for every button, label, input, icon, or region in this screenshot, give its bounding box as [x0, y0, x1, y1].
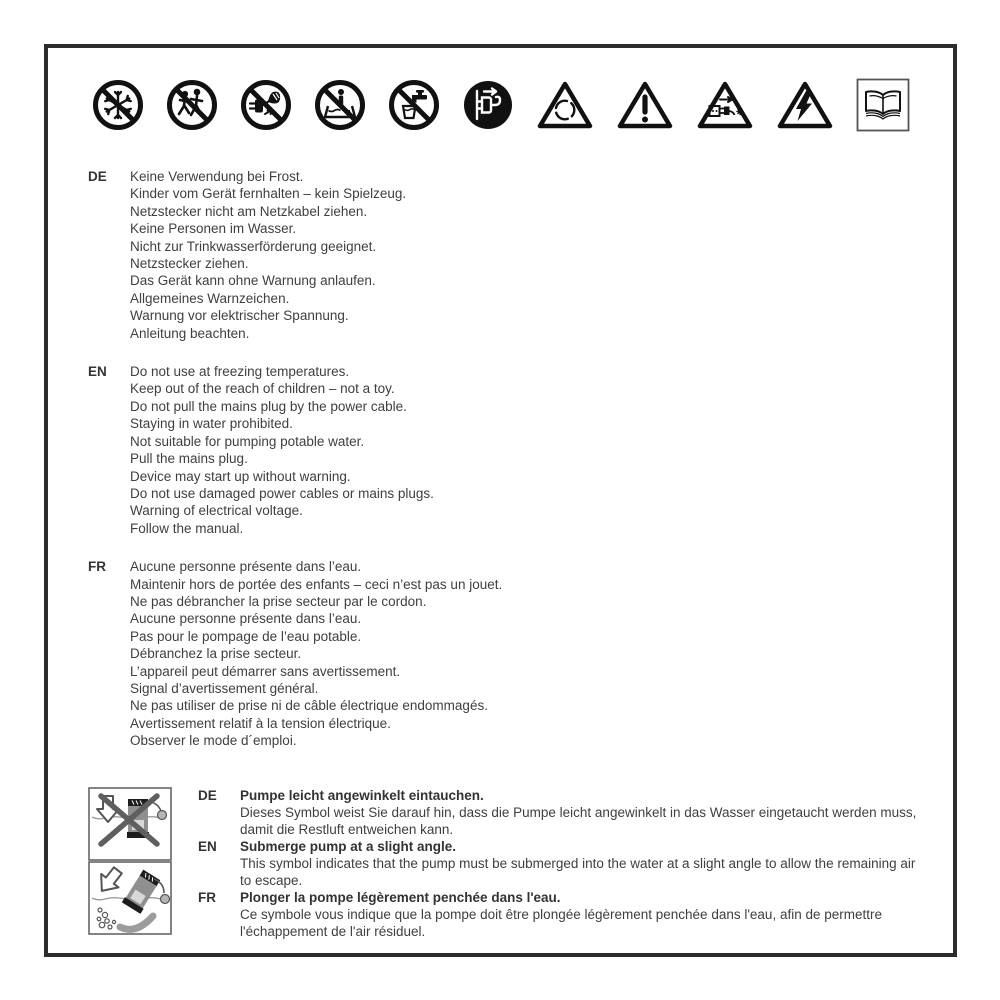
note-language-label: DE	[198, 787, 217, 803]
language-label: EN	[88, 364, 107, 380]
note-language-label: EN	[198, 838, 217, 854]
instruction-lines	[130, 363, 434, 537]
pictogram-wrong-vertical-immersion	[88, 787, 172, 861]
instruction-line: Nicht zur Trinkwasserförderung geeignet.	[130, 238, 377, 254]
no-drinking-water-icon	[388, 79, 440, 131]
note-item	[198, 787, 927, 838]
note-text-list	[198, 787, 927, 940]
language-block-de	[48, 168, 953, 342]
instruction-line: Aucune personne présente dans l’eau.	[130, 559, 362, 575]
instruction-line: Warning of electrical voltage.	[130, 503, 303, 519]
note-language-label: FR	[198, 889, 216, 905]
instruction-line: Staying in water prohibited.	[130, 416, 293, 432]
instruction-line: Device may start up without warning.	[130, 468, 351, 484]
instruction-line: Observer le mode d´emploi.	[130, 733, 297, 749]
note-title: Pumpe leicht angewinkelt eintauchen.	[240, 787, 484, 803]
note-item	[198, 838, 927, 889]
no-persons-in-water-icon	[314, 79, 366, 131]
instruction-line: Keep out of the reach of children – not a toy.	[130, 381, 395, 397]
instruction-line: Débranchez la prise secteur.	[130, 646, 302, 662]
disconnect-mains-plug-icon	[462, 79, 514, 131]
note-title: Plonger la pompe légèrement penchée dans l'eau.	[240, 889, 561, 905]
note-body: This symbol indicates that the pump must be submerged into the water at a slight angle to allow the remaining air to escape.	[240, 855, 916, 888]
instruction-lines	[130, 558, 502, 749]
instruction-line: Pas pour le pompage de l’eau potable.	[130, 628, 362, 644]
instruction-line: Do not use damaged power cables or mains plugs.	[130, 485, 434, 501]
warning-electrical-voltage-icon	[776, 79, 834, 131]
instruction-line: Not suitable for pumping potable water.	[130, 433, 365, 449]
instruction-line: Netzstecker nicht am Netzkabel ziehen.	[130, 203, 368, 219]
instruction-line: Netzstecker ziehen.	[130, 256, 249, 272]
note-body: Ce symbole vous indique que la pompe doit être plongée légèrement penchée dans l'eau, afin de permettre l'échappement de l'air résiduel.	[240, 906, 882, 939]
immersion-note-section	[48, 787, 953, 940]
instruction-line: Maintenir hors de portée des enfants – ceci n’est pas un jouet.	[130, 576, 503, 592]
instruction-line: Anleitung beachten.	[130, 325, 250, 341]
instruction-line: Kinder vom Gerät fernhalten – kein Spielzeug.	[130, 186, 407, 202]
instruction-line: Do not pull the mains plug by the power cable.	[130, 398, 407, 414]
instruction-line: Das Gerät kann ohne Warnung anlaufen.	[130, 273, 376, 289]
instruction-line: Pull the mains plug.	[130, 451, 248, 467]
note-body: Dieses Symbol weist Sie darauf hin, dass die Pumpe leicht angewinkelt in das Wasser eingetaucht werden muss, damit die Restluft entweichen kann.	[240, 804, 917, 837]
language-label: FR	[88, 559, 106, 575]
instruction-line: Allgemeines Warnzeichen.	[130, 290, 290, 306]
page-frame	[44, 44, 957, 957]
instruction-line: Signal d’avertissement général.	[130, 680, 319, 696]
instruction-line: Aucune personne présente dans l’eau.	[130, 611, 362, 627]
no-pulling-plug-by-cable-icon	[240, 79, 292, 131]
instruction-lines	[130, 168, 406, 342]
warning-pull-mains-plug-icon	[696, 79, 754, 131]
language-block-en	[48, 363, 953, 537]
warning-general-icon	[616, 79, 674, 131]
language-block-fr	[48, 558, 953, 749]
warning-automatic-start-icon	[536, 79, 594, 131]
instruction-line: Ne pas utiliser de prise ni de câble électrique endommagés.	[130, 698, 488, 714]
note-title: Submerge pump at a slight angle.	[240, 838, 457, 854]
instruction-line: Do not use at freezing temperatures.	[130, 364, 350, 380]
instruction-line: L’appareil peut démarrer sans avertissement.	[130, 663, 401, 679]
instruction-line: Ne pas débrancher la prise secteur par le cordon.	[130, 593, 427, 609]
read-manual-icon	[856, 78, 910, 132]
instruction-line: Keine Verwendung bei Frost.	[130, 169, 304, 184]
instruction-line: Avertissement relatif à la tension électrique.	[130, 715, 391, 731]
note-item	[198, 889, 927, 940]
instruction-line: Keine Personen im Wasser.	[130, 221, 297, 237]
immersion-pictograms	[88, 787, 172, 940]
language-label: DE	[88, 169, 107, 184]
safety-symbol-row	[48, 78, 953, 132]
no-frost-icon	[92, 79, 144, 131]
keep-away-children-icon	[166, 79, 218, 131]
pictogram-correct-angled-immersion	[88, 861, 172, 935]
instruction-line: Warnung vor elektrischer Spannung.	[130, 308, 349, 324]
instruction-line: Follow the manual.	[130, 520, 244, 536]
